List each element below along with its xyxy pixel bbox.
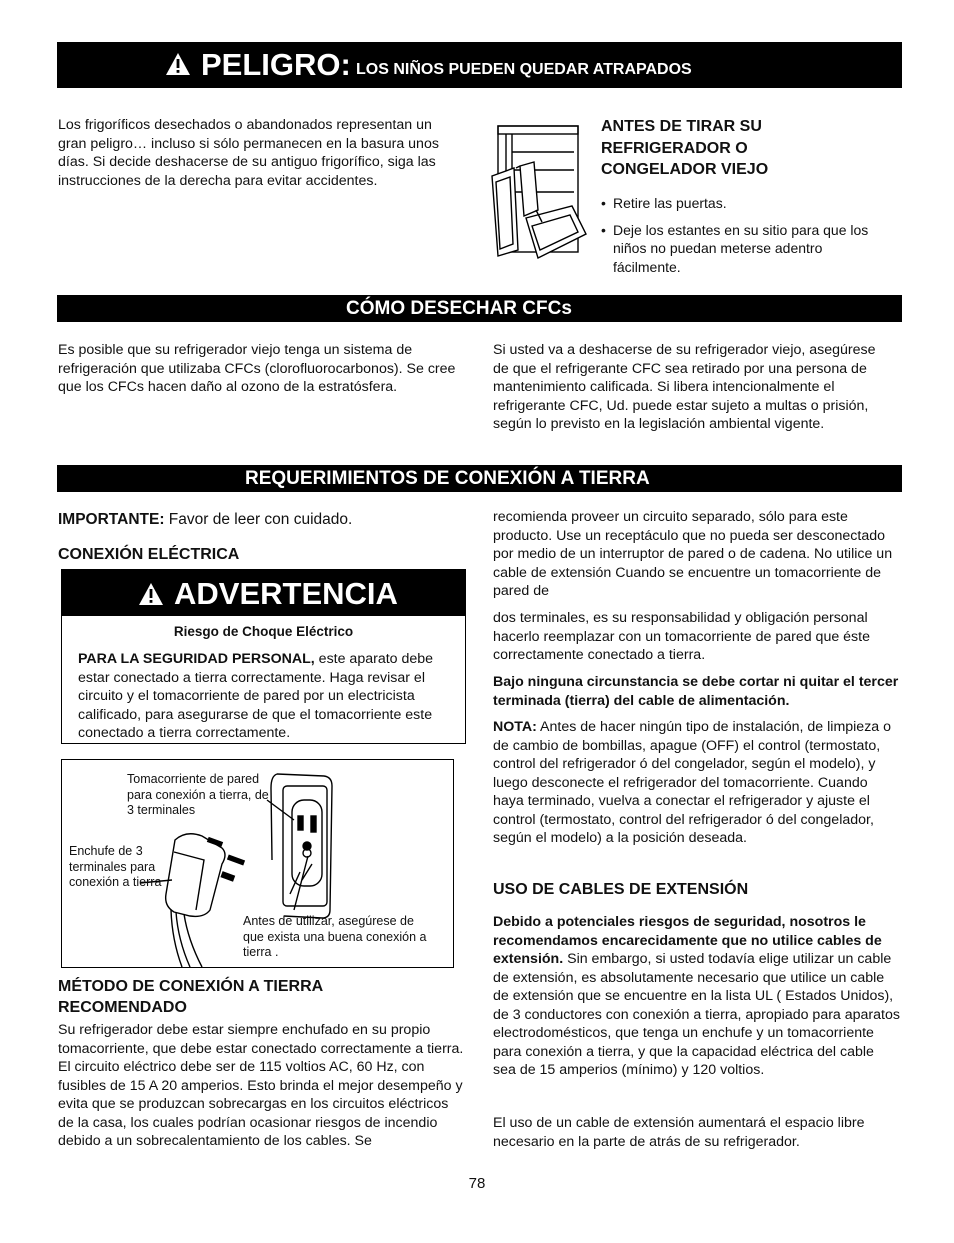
danger-title: PELIGRO: — [201, 47, 351, 82]
extension-heading: USO DE CABLES DE EXTENSIÓN — [493, 881, 749, 898]
extension-bold: Debido a potenciales riesgos de seguridad, nosotros le recomendamos encarecidamente que no utilice cables de extensión. — [493, 914, 882, 967]
danger-intro: Los frigoríficos desechados o abandonados representan un gran peligro… incluso si sólo permanecen en la basura unos días. Si decide deshacerse de su antiguo frigorífico, siga las instrucciones de la derecha para evitar accidentes. — [58, 117, 439, 189]
nota-label: NOTA: — [493, 719, 537, 735]
warning-text — [78, 650, 456, 743]
electric-heading: CONEXIÓN ELÉCTRICA — [58, 546, 240, 563]
cfc-title: CÓMO DESECHAR CFCs — [346, 298, 572, 319]
important-text: Favor de leer con cuidado. — [164, 511, 353, 528]
open-refrigerator-illustration — [490, 122, 592, 264]
warning-subtitle: Riesgo de Choque Eléctrico — [173, 624, 354, 639]
method-heading: MÉTODO DE CONEXIÓN A TIERRA RECOMENDADO — [58, 978, 323, 1016]
warning-body: este aparato debe estar conectado a tierra correctamente. Haga revisar el circuito y el tomacorriente de pared por un electricista calificado, para asegurarse de que el tomacorriente este conectado a tierra correctamente. — [78, 651, 434, 741]
cfc-col2: Si usted va a deshacerse de su refrigerador viejo, asegúrese de que el refrigerante CFC sea retirado por una persona de mantenimiento calificada. Si libera intencionalmente el refrigerante CFC, Ud. puede estar sujeto a multas o prisión, según lo previsto en la legislación ambiental vigente. — [493, 342, 876, 432]
important-line — [58, 510, 352, 530]
danger-heading: ANTES DE TIRAR SU REFRIGERADOR O CONGELADOR VIEJO — [601, 118, 769, 178]
warning-box — [61, 569, 466, 744]
grounding-figure — [61, 759, 454, 968]
extension-paragraph-2: El uso de un cable de extensión aumentará el espacio libre necesario en la parte de atrás de su refrigerador. — [493, 1115, 865, 1150]
warning-triangle-icon — [138, 582, 164, 606]
warning-title: ADVERTENCIA — [174, 576, 398, 611]
nota-paragraph — [493, 718, 898, 848]
danger-banner — [57, 42, 902, 88]
figure-label-check: Antes de utilizar, asegúrese de que exista una buena conexión a tierra . — [243, 914, 427, 959]
right-bold-warning: Bajo ninguna circunstancia se debe cortar ni quitar el tercer terminada (tierra) del cable de alimentación. — [493, 674, 899, 709]
right-paragraph-2: dos terminales, es su responsabilidad y obligación personal hacerlo reemplazar con un tomacorriente de pared que éste correctamente conectado a tierra. — [493, 610, 870, 663]
nota-text: Antes de hacer ningún tipo de instalación, de limpieza o de cambio de bombillas, apague (OFF) el control (termostato, control del refrigerador ó del congelador, según el modelo), y luego desconecte el refrigerador del tomacorriente. Cuando haya terminado, vuelva a conectar el refrigerador y ajuste el control (termostato, control del refrigerador ó del congelador, según el modelo) a la posición deseada. — [493, 719, 892, 846]
extension-paragraph — [493, 913, 900, 1080]
extension-text: Sin embargo, si usted todavía elige utilizar un cable de extensión, es absolutamente necesario que utilice un cable de extensión que se encuentre en la lista UL ( Estados Unidos), de 3 conductores con conexión a tierra, apropiado para aparatos electrodomésticos, que tenga un enchufe y un tomacorriente para conexión a tierra, y que la capacidad eléctrica del cable sea de 15 amperios (mínimo) y 120 voltios. — [493, 951, 900, 1078]
danger-bullets — [601, 194, 891, 284]
important-label: IMPORTANTE: — [58, 511, 165, 528]
grounding-title: REQUERIMIENTOS DE CONEXIÓN A TIERRA — [245, 468, 650, 489]
method-text: Su refrigerador debe estar siempre enchufado en su propio tomacorriente, que debe estar conectado correctamente a tierra. El circuito eléctrico debe ser de 115 voltios AC, 60 Hz, con fusibles de 15 A 20 amperios. Esto brinda el mejor desempeño y evita que se produzcan sobrecargas en los circuitos eléctricos de la casa, los cuales podrían ocasionar riesgos de incendio debido a un sobrecalentamiento de los cables. Se — [58, 1022, 464, 1149]
danger-bullet: • Deje los estantes en su sitio para que los niños no puedan meterse adentro fácilmente. — [601, 221, 891, 277]
warning-bold: PARA LA SEGURIDAD PERSONAL, — [78, 651, 315, 667]
cfc-col1: Es posible que su refrigerador viejo tenga un sistema de refrigeración que utilizaba CFCs (clorofluorocarbonos). Se cree que los CFCs hacen daño al ozono de la estratósfera. — [58, 342, 456, 395]
cfc-banner — [57, 295, 902, 322]
page-number: 78 — [468, 1175, 486, 1192]
warning-triangle-icon — [165, 52, 191, 76]
danger-subtitle: LOS NIÑOS PUEDEN QUEDAR ATRAPADOS — [356, 61, 692, 78]
grounding-banner — [57, 465, 902, 492]
figure-label-outlet: Tomacorriente de pared para conexión a tierra, de 3 terminales — [127, 772, 269, 817]
right-paragraph-1: recomienda proveer un circuito separado, sólo para este producto. Use un receptáculo que no pueda ser desconectado por medio de un interruptor de pared o de cadena. No utilice un cable de extensión Cuando se encuentre un tomacorriente de pared de — [493, 509, 893, 599]
figure-label-plug: Enchufe de 3 terminales para conexión a tierra — [69, 844, 162, 889]
danger-bullet: • Retire las puertas. — [601, 194, 891, 213]
warning-header — [62, 570, 465, 616]
